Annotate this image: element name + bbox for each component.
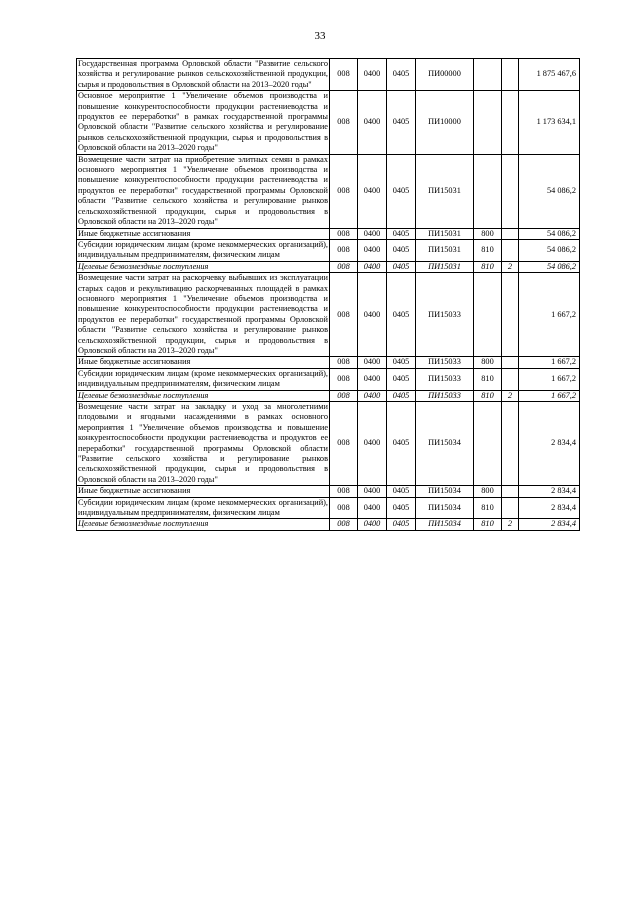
row-name-cell: Иные бюджетные ассигнования [77,486,330,497]
row-pr-cell: 0405 [387,154,416,228]
row-amount-cell: 2 834,4 [519,402,580,486]
row-rz-cell: 0400 [358,273,387,357]
row-rz-cell: 0400 [358,368,387,390]
row-rz-cell: 0400 [358,239,387,261]
row-csr-cell: ПИ15031 [416,154,474,228]
row-src-cell [502,402,519,486]
row-vr-cell [474,91,502,154]
row-pr-cell: 0405 [387,91,416,154]
row-vr-cell: 810 [474,239,502,261]
row-csr-cell: ПИ15031 [416,261,474,272]
table-row [77,497,580,519]
row-amount-cell: 2 834,4 [519,497,580,519]
row-gr-cell: 008 [330,497,358,519]
table-row [77,486,580,497]
row-rz-cell: 0400 [358,154,387,228]
row-csr-cell: ПИ15033 [416,368,474,390]
row-gr-cell: 008 [330,402,358,486]
row-pr-cell: 0405 [387,261,416,272]
row-pr-cell: 0405 [387,486,416,497]
row-pr-cell: 0405 [387,357,416,368]
row-csr-cell: ПИ10000 [416,91,474,154]
row-name-cell: Основное мероприятие 1 "Увеличение объемов производства и повышение конкурентоспособности продукции растениеводства и продуктов ее переработки" в рамках государственной программы Орловской области "Развитие сельского хозяйства и регулирование рынков сельскохозяйственной продукции, сырья и продовольствия в Орловской области на 2013–2020 годы" [78,91,328,153]
row-vr-cell [474,273,502,357]
row-src-cell: 2 [502,519,519,530]
row-rz-cell: 0400 [358,486,387,497]
row-amount-cell: 1 667,2 [519,368,580,390]
row-name-cell: Иные бюджетные ассигнования [77,357,330,368]
row-csr-cell: ПИ15033 [416,273,474,357]
row-vr-cell [474,154,502,228]
row-src-cell [502,497,519,519]
row-vr-cell: 800 [474,228,502,239]
row-gr-cell: 008 [330,59,358,91]
row-csr-cell: ПИ15033 [416,390,474,401]
row-name-cell: Целевые безвозмездные поступления [77,519,330,530]
row-pr-cell: 0405 [387,402,416,486]
row-rz-cell: 0400 [358,390,387,401]
row-vr-cell: 810 [474,497,502,519]
row-src-cell [502,486,519,497]
row-pr-cell: 0405 [387,228,416,239]
row-csr-cell: ПИ15034 [416,497,474,519]
row-gr-cell: 008 [330,154,358,228]
row-name-cell: Возмещение части затрат на приобретение элитных семян в рамках основного мероприятия 1 "Увеличение объемов производства и повышение конкурентоспособности продукции растениеводства и продуктов ее переработки" государственной программы Орловской области "Развитие сельского хозяйства и регулирование рынков сельскохозяйственной продукции, сырья и продовольствия в Орловской области на 2013–2020 годы" [78,154,328,227]
row-src-cell [502,368,519,390]
row-gr-cell: 008 [330,228,358,239]
row-amount-cell: 54 086,2 [519,154,580,228]
row-src-cell: 2 [502,390,519,401]
row-name-cell: Государственная программа Орловской области "Развитие сельского хозяйства и регулирование рынков сельскохозяйственной продукции, сырья и продовольствия в Орловской области на 2013–2020 годы" [78,59,328,89]
row-vr-cell [474,59,502,91]
row-amount-cell: 54 086,2 [519,228,580,239]
row-vr-cell: 810 [474,261,502,272]
row-amount-cell: 1 875 467,6 [519,59,580,91]
row-name-cell: Целевые безвозмездные поступления [77,390,330,401]
row-vr-cell: 800 [474,486,502,497]
row-csr-cell: ПИ15034 [416,519,474,530]
table-row [77,154,580,228]
row-amount-cell: 2 834,4 [519,486,580,497]
row-amount-cell: 2 834,4 [519,519,580,530]
row-src-cell [502,239,519,261]
row-vr-cell: 810 [474,390,502,401]
row-src-cell: 2 [502,261,519,272]
row-name-cell: Субсидии юридическим лицам (кроме некоммерческих организаций), индивидуальным предпринимателям, физическим лицам [78,497,328,518]
budget-table-body [77,59,580,531]
table-row [77,228,580,239]
row-csr-cell: ПИ00000 [416,59,474,91]
row-amount-cell: 54 086,2 [519,261,580,272]
row-src-cell [502,273,519,357]
row-pr-cell: 0405 [387,497,416,519]
row-csr-cell: ПИ15031 [416,228,474,239]
table-row [77,357,580,368]
row-src-cell [502,91,519,154]
row-name-cell: Субсидии юридическим лицам (кроме некоммерческих организаций), индивидуальным предпринимателям, физическим лицам [78,368,328,389]
page-number: 33 [314,30,326,42]
table-row [77,261,580,272]
row-name-cell: Иные бюджетные ассигнования [77,228,330,239]
row-gr-cell: 008 [330,261,358,272]
table-row [77,519,580,530]
row-gr-cell: 008 [330,357,358,368]
row-gr-cell: 008 [330,239,358,261]
row-gr-cell: 008 [330,390,358,401]
row-rz-cell: 0400 [358,59,387,91]
row-rz-cell: 0400 [358,357,387,368]
row-pr-cell: 0405 [387,273,416,357]
row-gr-cell: 008 [330,91,358,154]
row-csr-cell: ПИ15034 [416,486,474,497]
row-amount-cell: 1 667,2 [519,273,580,357]
row-name-cell: Возмещение части затрат на закладку и уход за многолетними плодовыми и ягодными насаждениями в рамках основного мероприятия 1 "Увеличение объемов производства и повышение конкурентоспособности продукции растениеводства и продуктов ее переработки" государственной программы Орловской области "Развитие сельского хозяйства и регулирование рынков сельскохозяйственной продукции, сырья и продовольствия в Орловской области на 2013–2020 годы" [78,402,328,484]
table-row [77,59,580,91]
row-amount-cell: 54 086,2 [519,239,580,261]
row-src-cell [502,228,519,239]
row-pr-cell: 0405 [387,59,416,91]
row-amount-cell: 1 173 634,1 [519,91,580,154]
table-row [77,390,580,401]
row-name-cell: Целевые безвозмездные поступления [77,261,330,272]
row-src-cell [502,357,519,368]
table-row [77,402,580,486]
row-rz-cell: 0400 [358,91,387,154]
row-src-cell [502,59,519,91]
budget-table [76,58,580,531]
row-rz-cell: 0400 [358,228,387,239]
row-pr-cell: 0405 [387,239,416,261]
row-gr-cell: 008 [330,273,358,357]
row-gr-cell: 008 [330,519,358,530]
row-vr-cell: 800 [474,357,502,368]
row-csr-cell: ПИ15034 [416,402,474,486]
row-vr-cell: 810 [474,519,502,530]
row-vr-cell: 810 [474,368,502,390]
row-rz-cell: 0400 [358,519,387,530]
table-row [77,91,580,154]
row-gr-cell: 008 [330,486,358,497]
row-csr-cell: ПИ15031 [416,239,474,261]
row-csr-cell: ПИ15033 [416,357,474,368]
row-name-cell: Субсидии юридическим лицам (кроме некоммерческих организаций), индивидуальным предпринимателям, физическим лицам [78,239,328,260]
row-rz-cell: 0400 [358,261,387,272]
row-amount-cell: 1 667,2 [519,357,580,368]
row-src-cell [502,154,519,228]
table-row [77,273,580,357]
row-gr-cell: 008 [330,368,358,390]
table-row [77,368,580,390]
row-vr-cell [474,402,502,486]
row-rz-cell: 0400 [358,497,387,519]
row-pr-cell: 0405 [387,519,416,530]
table-row [77,239,580,261]
row-amount-cell: 1 667,2 [519,390,580,401]
row-pr-cell: 0405 [387,390,416,401]
row-rz-cell: 0400 [358,402,387,486]
row-pr-cell: 0405 [387,368,416,390]
row-name-cell: Возмещение части затрат на раскорчевку выбывших из эксплуатации старых садов и рекультивацию раскорчеванных площадей в рамках основного мероприятия 1 "Увеличение объемов производства и повышение конкурентоспособности продукции растениеводства и продуктов ее переработки" государственной программы Орловской области "Развитие сельского хозяйства и регулирование рынков сельскохозяйственной продукции, сырья и продовольствия в Орловской области на 2013–2020 годы" [78,273,328,355]
